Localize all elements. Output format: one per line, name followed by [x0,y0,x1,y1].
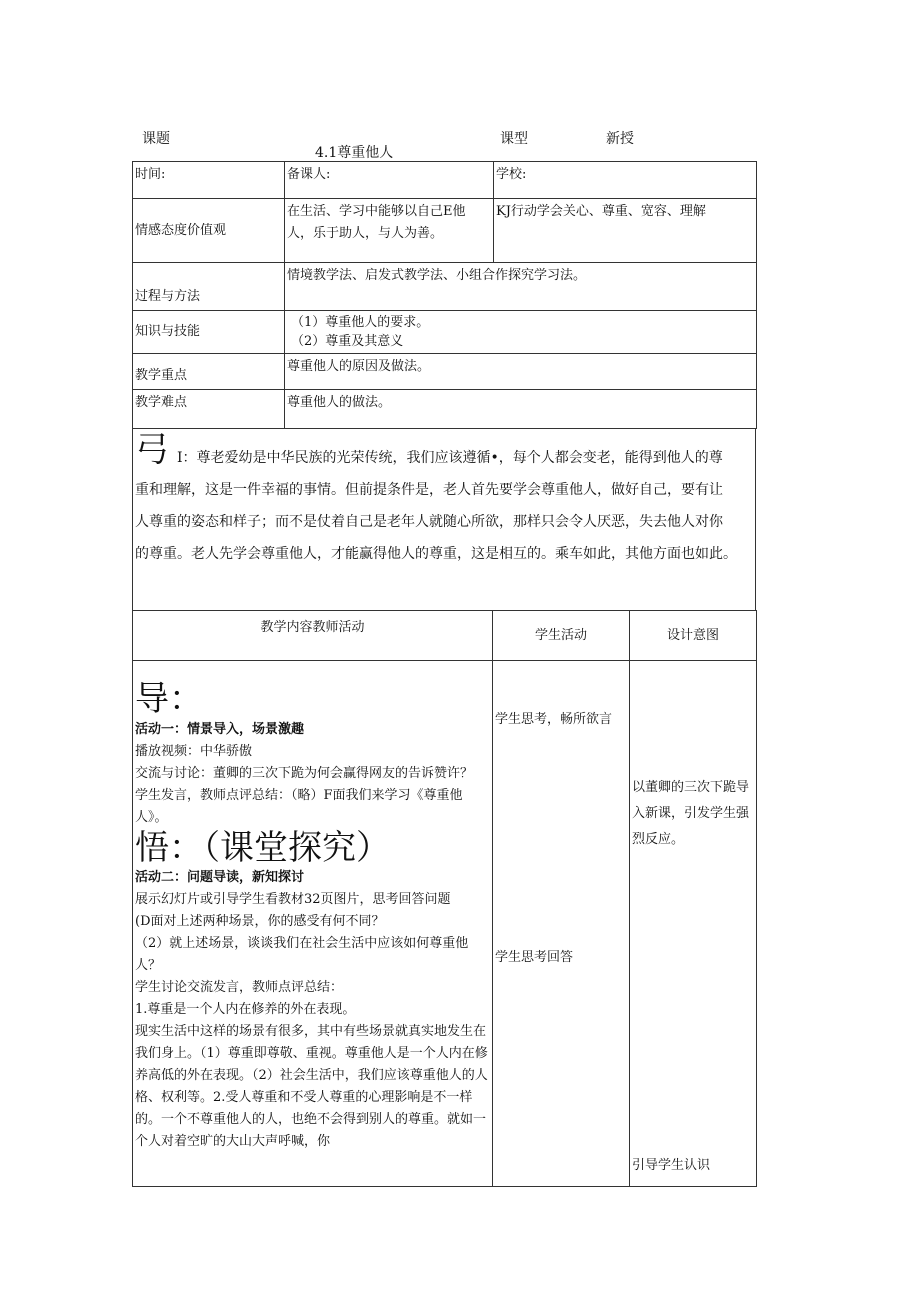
activity1-title: 活动一：情景导入，场景激趣 [135,722,305,737]
student-activity-cell [493,661,630,1187]
intro-box [132,428,756,610]
student-activity-1: 学生思考，畅所欲言 [495,712,613,727]
key-text: 尊重他人的原因及做法。 [285,354,757,390]
knowledge-item-2: （2）尊重及其意义 [291,334,404,349]
a2-line-2: (D面对上述两种场景，你的感受有何不同？ [135,914,385,929]
difficulty-label: 教学难点 [133,390,285,429]
a1-line-1: 播放视频：中华骄傲 [135,744,253,759]
emotion-label: 情感态度价值观 [133,199,285,263]
intro-line-1: I：尊老爱幼是中华民族的光荣传统，我们应该遵循•，每个人都会变老，能得到他人的尊 [177,450,723,466]
time-label: 时间: [133,162,285,199]
kexing-label: 课型 [500,131,528,147]
difficulty-text: 尊重他人的做法。 [285,390,757,429]
intro-line-3: 人尊重的姿态和样子；而不是仗着自己是老年人就随心所欲，那样只会令人厌恶，失去他人对你 [135,514,723,530]
preparer-label: 备课人: [285,162,494,199]
col-design-header: 设计意图 [630,611,757,661]
kexing-value: 新授 [606,131,634,147]
emotion-text-b: KJ行动学会关心、尊重、宽容、理解 [494,199,757,263]
activity-table [132,610,757,1187]
student-activity-2: 学生思考回答 [495,950,574,965]
design-intent-2: 引导学生认识 [632,1158,711,1173]
col-teacher-header: 教学内容教师活动 [133,611,493,661]
wu-heading: 悟：（课堂探究） [135,828,390,868]
a2-line-4: 学生讨论交流发言，教师点评总结： [135,980,344,995]
a2-line-5: 1.尊重是一个人内在修养的外在表现。 [135,1002,356,1017]
info-table [132,161,757,429]
knowledge-item-1: （1）尊重他人的要求。 [291,315,430,330]
design-intent-cell [630,661,757,1187]
knowledge-cell [285,311,757,354]
emotion-text-a: 在生活、学习中能够以自己E他人，乐于助人，与人为善。 [285,199,494,263]
process-label: 过程与方法 [133,263,285,311]
a2-line-3: （2）就上述场景，谈谈我们在社会生活中应该如何尊重他人？ [135,936,469,973]
a1-line-2: 交流与讨论：董卿的三次下跪为何会赢得网友的告诉赞许？ [135,766,474,781]
a2-paragraph: 现实生活中这样的场景有很多，其中有些场景就真实地发生在我们身上。（1）尊重即尊敬、重视。尊重他人是一个人内在修养高低的外在表现。（2）社会生活中，我们应该尊重他人的人格、权利等。2.受人尊重和不受人尊重的心理影响是不一样的。一个不尊重他人的人，也绝不会得到别人的尊重。就如一个人对着空旷的大山大声呼喊，你 [135,1024,488,1149]
intro-line-4: 的尊重。老人先学会尊重他人，才能赢得他人的尊重，这是相互的。乘车如此，其他方面也如此。 [135,546,737,562]
knowledge-label: 知识与技能 [133,311,285,354]
a2-line-1: 展示幻灯片或引导学生看教材32页图片，思考回答问题 [135,892,451,907]
a1-line-3: 学生发言，教师点评总结：（略）F面我们来学习《尊重他人》。 [135,788,463,825]
key-label: 教学重点 [133,354,285,390]
process-text: 情境教学法、启发式教学法、小组合作探究学习法。 [285,263,757,311]
keti-label: 课题 [142,131,170,147]
dao-heading: 导： [135,679,203,719]
design-intent-1: 以董卿的三次下跪导入新课，引发学生强烈反应。 [632,780,750,847]
intro-line-2: 重和理解，这是一件幸福的事情。但前提条件是，老人首先要学会尊重他人，做好自己，要有让 [135,482,723,498]
intro-big-char: 弓 [135,430,169,470]
teacher-content-cell [133,661,493,1187]
col-student-header: 学生活动 [493,611,630,661]
school-label: 学校: [494,162,757,199]
activity2-title: 活动二：问题导读，新知探讨 [135,870,305,885]
keti-value: 4.1尊重他人 [315,145,394,161]
